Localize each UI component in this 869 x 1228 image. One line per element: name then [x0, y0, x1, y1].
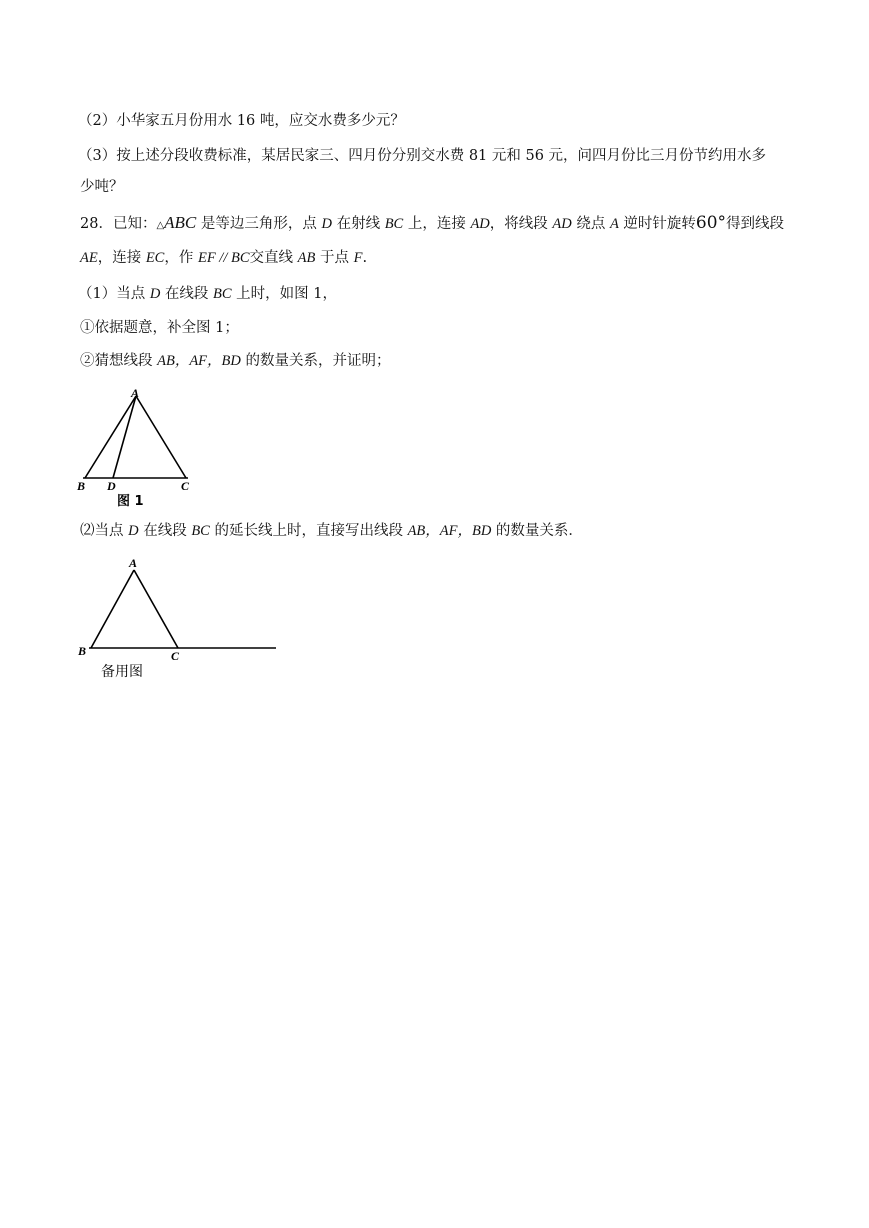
text: 是等边三角形，点: [196, 216, 322, 232]
q27-part3-line2: 少吨？: [80, 179, 124, 195]
var-ad: AD: [470, 216, 490, 232]
var-a: A: [609, 216, 619, 232]
label-d: D: [107, 479, 116, 493]
q28-part2: [80, 521, 583, 541]
q28-item1: ①依据题意，补全图 1；: [80, 320, 239, 336]
figure-1-caption: 图 1: [117, 494, 144, 509]
text: 在射线: [331, 216, 385, 232]
label-a: A: [131, 386, 140, 400]
angle-60: 60°: [695, 213, 727, 233]
text: （1）当点: [78, 286, 150, 302]
triangle-abc: ABC: [164, 213, 197, 232]
q28-stem-line2: [80, 248, 367, 268]
text: 的数量关系，并证明；: [240, 353, 391, 369]
text: 的数量关系．: [491, 523, 583, 539]
text: 于点: [315, 250, 354, 266]
q28-item2: [80, 351, 390, 371]
segment-ab: [85, 396, 136, 478]
text: 的延长线上时，直接写出线段: [209, 523, 408, 539]
q28-part1: [78, 284, 337, 304]
label-c: C: [171, 649, 180, 663]
text: ②猜想线段: [80, 353, 158, 369]
text: 上时，如图 1，: [231, 286, 338, 302]
segment-ab: [91, 570, 134, 648]
label-b: B: [77, 479, 86, 493]
text: 绕点: [571, 216, 610, 232]
figure-backup-caption: 备用图: [101, 664, 143, 680]
vars-ab-af-bd: AB，AF，BD: [407, 523, 492, 539]
segment-ac: [136, 396, 186, 478]
text: ，连接: [97, 250, 146, 266]
text: .: [362, 250, 368, 266]
segment-ad: [113, 396, 136, 478]
var-d: D: [149, 286, 161, 302]
text: ⑵当点: [80, 523, 129, 539]
var-bc: BC: [191, 523, 210, 539]
text: 上，连接: [403, 216, 471, 232]
var-f: F: [353, 250, 363, 266]
text: 得到线段: [726, 216, 785, 232]
triangle-symbol: △: [156, 220, 165, 231]
text: 在线段: [160, 286, 214, 302]
label-c: C: [181, 479, 190, 493]
figure-1: [75, 383, 205, 513]
label-b: B: [78, 644, 87, 658]
var-ef-parallel-bc: EF // BC: [197, 250, 250, 266]
var-d: D: [321, 216, 332, 232]
text: ，将线段: [489, 216, 553, 232]
var-ec: EC: [145, 250, 165, 266]
var-d: D: [128, 523, 139, 539]
var-ad: AD: [552, 216, 572, 232]
text: 交直线: [249, 250, 298, 266]
vars-ab-af-bd: AB，AF，BD: [157, 353, 241, 369]
segment-ac: [134, 570, 178, 648]
q28-number: 28．已知：: [80, 216, 157, 232]
var-bc: BC: [384, 216, 404, 232]
var-ae: AE: [80, 250, 98, 266]
q27-part3-line1: （3）按上述分段收费标准，某居民家三、四月份分别交水费 81 元和 56 元，问四月份比三月份节约用水多: [78, 148, 767, 164]
text: 在线段: [138, 523, 192, 539]
q28-stem-line1: [80, 213, 784, 236]
text: ，作: [164, 250, 198, 266]
figure-backup: [75, 552, 285, 682]
var-ab: AB: [297, 250, 316, 266]
label-a: A: [129, 556, 138, 570]
text: 逆时针旋转: [618, 216, 696, 232]
q27-part2: （2）小华家五月份用水 16 吨，应交水费多少元？: [78, 113, 405, 129]
var-bc: BC: [213, 286, 232, 302]
